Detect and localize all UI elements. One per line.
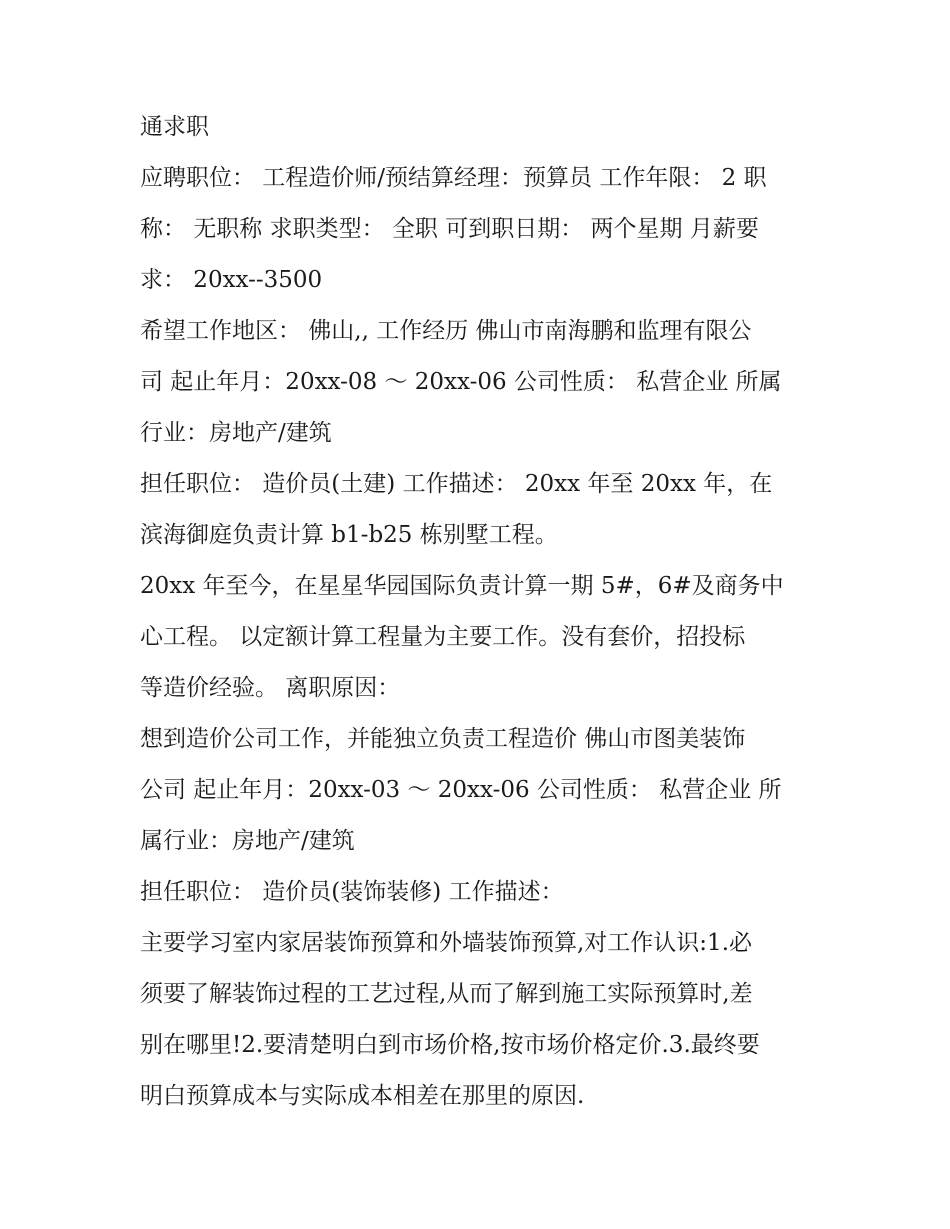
text-line: 想到造价公司工作，并能独立负责工程造价 佛山市图美装饰 <box>140 726 746 752</box>
text-line: 滨海御庭负责计算 b1-b25 栋别墅工程。 <box>140 522 558 548</box>
text-line: 公司 起止年月：20xx-03 ～ 20xx-06 公司性质： 私营企业 所 <box>140 777 782 803</box>
text-line: 称： 无职称 求职类型： 全职 可到职日期： 两个星期 月薪要 <box>140 216 759 242</box>
document-title: 通求职 <box>140 114 209 140</box>
text-line: 别在哪里!2.要清楚明白到市场价格,按市场价格定价.3.最终要 <box>140 1032 760 1058</box>
text-line: 担任职位： 造价员(土建) 工作描述： 20xx 年至 20xx 年，在 <box>140 471 773 497</box>
text-line: 须要了解装饰过程的工艺过程,从而了解到施工实际预算时,差 <box>140 981 753 1007</box>
text-line: 行业：房地产/建筑 <box>140 420 332 446</box>
text-line: 求： 20xx--3500 <box>140 267 323 293</box>
text-line: 明白预算成本与实际成本相差在那里的原因. <box>140 1083 585 1109</box>
text-line: 应聘职位： 工程造价师/预结算经理：预算员 工作年限： 2 职 <box>140 165 767 191</box>
text-line: 希望工作地区： 佛山,, 工作经历 佛山市南海鹏和监理有限公 <box>140 318 752 344</box>
text-line: 属行业：房地产/建筑 <box>140 828 355 854</box>
text-line: 20xx 年至今，在星星华园国际负责计算一期 5#，6#及商务中 <box>140 573 784 599</box>
document-body <box>140 102 820 1122</box>
text-line: 主要学习室内家居装饰预算和外墙装饰预算,对工作认识:1.必 <box>140 930 753 956</box>
text-line: 担任职位： 造价员(装饰装修) 工作描述： <box>140 879 564 905</box>
text-line: 等造价经验。 离职原因： <box>140 675 401 701</box>
text-line: 司 起止年月：20xx-08 ～ 20xx-06 公司性质： 私营企业 所属 <box>140 369 782 395</box>
text-line: 心工程。 以定额计算工程量为主要工作。没有套价，招投标 <box>140 624 746 650</box>
